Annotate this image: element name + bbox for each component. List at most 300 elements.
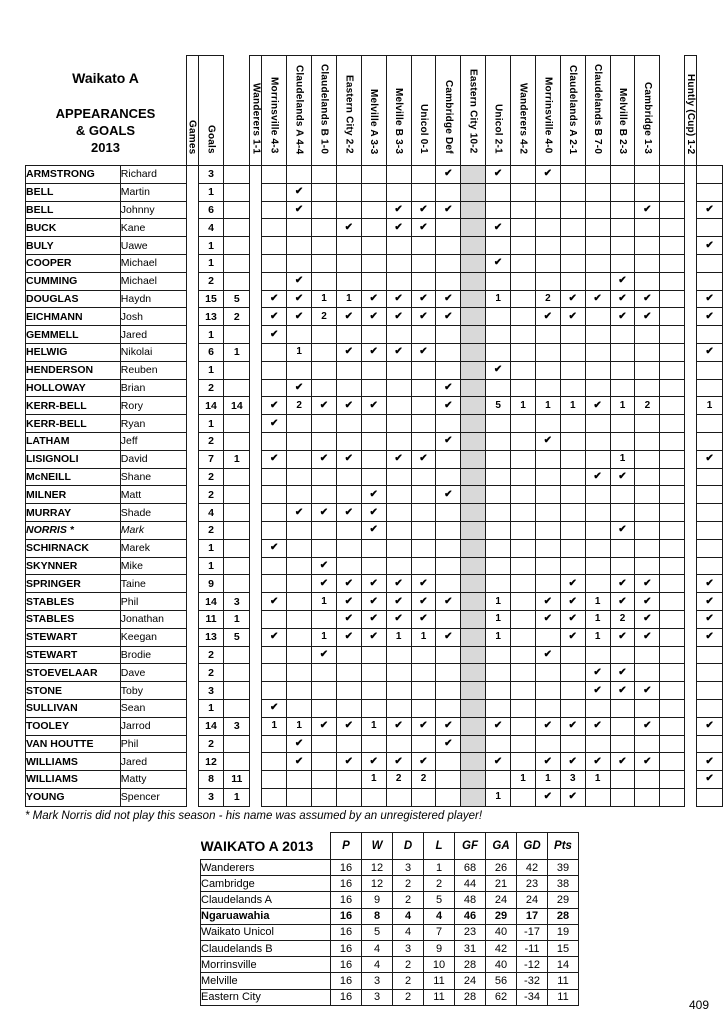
match-column-label: Morrinsville 4-0 xyxy=(542,77,554,154)
match-mark-cell xyxy=(585,415,610,433)
match-mark-cell xyxy=(635,699,660,717)
gap-spacer xyxy=(250,771,262,789)
match-mark-cell xyxy=(361,468,386,486)
player-goals-cell: 5 xyxy=(224,628,250,646)
match-mark-cell xyxy=(361,788,386,806)
match-mark-cell xyxy=(262,735,287,753)
player-row xyxy=(26,254,723,272)
player-games-cell: 1 xyxy=(198,699,224,717)
match-mark-cell xyxy=(610,237,635,255)
match-mark-cell xyxy=(535,254,560,272)
league-value-cell: 2 xyxy=(393,957,424,973)
match-mark-cell xyxy=(511,237,536,255)
match-mark-cell xyxy=(287,254,312,272)
cup-mark-cell xyxy=(697,183,723,201)
gap-spacer xyxy=(685,450,697,468)
match-mark-cell xyxy=(635,486,660,504)
match-mark-cell xyxy=(486,521,511,539)
cup-mark-cell: ✔ xyxy=(697,717,723,735)
match-mark-cell xyxy=(436,272,461,290)
gap-spacer xyxy=(685,379,697,397)
player-surname-cell: STONE xyxy=(26,682,121,700)
match-mark-cell xyxy=(436,504,461,522)
match-mark-cell xyxy=(585,201,610,219)
match-mark-cell xyxy=(585,343,610,361)
match-mark-cell: ✔ xyxy=(262,699,287,717)
match-mark-cell xyxy=(436,575,461,593)
match-mark-cell xyxy=(436,343,461,361)
match-mark-cell xyxy=(585,735,610,753)
league-value-cell: -17 xyxy=(517,924,548,940)
cup-mark-cell xyxy=(697,521,723,539)
stat-column-label: Games xyxy=(186,119,198,154)
match-mark-cell xyxy=(486,183,511,201)
match-mark-cell xyxy=(287,593,312,611)
match-mark-cell xyxy=(660,593,685,611)
player-games-cell: 1 xyxy=(198,557,224,575)
league-value-cell: 15 xyxy=(548,940,579,956)
match-mark-cell xyxy=(386,166,411,184)
match-mark-cell xyxy=(262,486,287,504)
match-mark-cell: 1 xyxy=(361,717,386,735)
match-mark-cell xyxy=(660,237,685,255)
match-mark-cell xyxy=(361,326,386,344)
player-row xyxy=(26,593,723,611)
league-team-cell: Wanderers xyxy=(201,860,331,876)
gap-spacer xyxy=(685,183,697,201)
player-goals-cell xyxy=(224,183,250,201)
league-column-header: Pts xyxy=(548,833,579,860)
player-games-cell: 2 xyxy=(198,486,224,504)
cup-mark-cell xyxy=(697,788,723,806)
gap-spacer xyxy=(250,219,262,237)
player-row xyxy=(26,628,723,646)
match-mark-cell xyxy=(535,504,560,522)
match-mark-cell: 1 xyxy=(486,628,511,646)
match-mark-cell xyxy=(511,557,536,575)
gap-spacer xyxy=(250,521,262,539)
league-value-cell: 38 xyxy=(548,876,579,892)
match-mark-cell: ✔ xyxy=(436,735,461,753)
cup-mark-cell: ✔ xyxy=(697,290,723,308)
match-mark-cell xyxy=(535,343,560,361)
match-mark-cell xyxy=(411,397,436,415)
match-mark-cell xyxy=(287,361,312,379)
match-mark-cell xyxy=(660,361,685,379)
match-mark-cell: 1 xyxy=(511,771,536,789)
gap-spacer xyxy=(250,628,262,646)
league-value-cell: 4 xyxy=(362,957,393,973)
match-mark-cell xyxy=(486,379,511,397)
match-mark-cell: ✔ xyxy=(635,610,660,628)
player-goals-cell xyxy=(224,575,250,593)
match-column-label: Unicol 2-1 xyxy=(492,104,504,154)
match-mark-cell: ✔ xyxy=(386,219,411,237)
match-mark-cell xyxy=(361,166,386,184)
player-goals-cell xyxy=(224,201,250,219)
player-firstname-cell: Jonathan xyxy=(120,610,186,628)
player-games-cell: 4 xyxy=(198,219,224,237)
stat-column-label: Goals xyxy=(205,125,217,154)
match-mark-cell xyxy=(436,753,461,771)
match-mark-cell: ✔ xyxy=(312,397,337,415)
gap-spacer xyxy=(685,254,697,272)
player-games-cell: 12 xyxy=(198,753,224,771)
match-mark-cell xyxy=(660,415,685,433)
player-games-cell: 13 xyxy=(198,308,224,326)
match-mark-cell xyxy=(411,557,436,575)
league-team-cell: Cambridge xyxy=(201,876,331,892)
match-mark-cell xyxy=(386,379,411,397)
cup-mark-cell: ✔ xyxy=(697,610,723,628)
match-mark-cell xyxy=(312,254,337,272)
match-mark-cell xyxy=(660,735,685,753)
match-mark-cell xyxy=(560,183,585,201)
match-mark-cell xyxy=(660,326,685,344)
match-mark-cell xyxy=(262,272,287,290)
player-firstname-cell: Rory xyxy=(120,397,186,415)
match-mark-cell: 1 xyxy=(535,397,560,415)
match-mark-cell xyxy=(585,183,610,201)
match-mark-cell: ✔ xyxy=(312,717,337,735)
match-mark-cell xyxy=(312,272,337,290)
league-value-cell: 2 xyxy=(393,876,424,892)
match-mark-cell xyxy=(535,361,560,379)
match-mark-cell: 1 xyxy=(312,593,337,611)
match-mark-cell: ✔ xyxy=(361,397,386,415)
player-goals-cell xyxy=(224,237,250,255)
match-mark-cell xyxy=(660,699,685,717)
match-mark-cell xyxy=(411,468,436,486)
defaulted-match-cell xyxy=(461,290,486,308)
match-mark-cell: 1 xyxy=(486,610,511,628)
match-mark-cell xyxy=(312,326,337,344)
match-mark-cell xyxy=(511,521,536,539)
match-mark-cell xyxy=(486,646,511,664)
match-mark-cell: ✔ xyxy=(610,664,635,682)
player-goals-cell xyxy=(224,272,250,290)
match-mark-cell: ✔ xyxy=(610,272,635,290)
player-row xyxy=(26,539,723,557)
match-mark-cell: 1 xyxy=(560,397,585,415)
match-mark-cell xyxy=(336,183,361,201)
gap-spacer xyxy=(250,397,262,415)
player-games-cell: 1 xyxy=(198,326,224,344)
match-mark-cell xyxy=(411,682,436,700)
player-row xyxy=(26,753,723,771)
match-mark-cell: ✔ xyxy=(262,628,287,646)
match-mark-cell xyxy=(635,788,660,806)
gap-spacer xyxy=(685,326,697,344)
player-surname-cell: STEWART xyxy=(26,628,121,646)
gap-spacer xyxy=(685,361,697,379)
gap-spacer xyxy=(250,735,262,753)
player-goals-cell xyxy=(224,326,250,344)
match-mark-cell: ✔ xyxy=(635,593,660,611)
match-mark-cell xyxy=(436,415,461,433)
match-mark-cell xyxy=(336,521,361,539)
match-mark-cell xyxy=(336,432,361,450)
player-games-cell: 6 xyxy=(198,201,224,219)
match-mark-cell xyxy=(262,575,287,593)
match-mark-cell xyxy=(560,486,585,504)
match-mark-cell: ✔ xyxy=(336,610,361,628)
match-mark-cell: ✔ xyxy=(585,753,610,771)
match-mark-cell xyxy=(312,201,337,219)
match-column-header xyxy=(287,56,312,166)
match-mark-cell: ✔ xyxy=(287,379,312,397)
match-mark-cell xyxy=(635,343,660,361)
player-row xyxy=(26,735,723,753)
match-mark-cell xyxy=(610,166,635,184)
match-mark-cell xyxy=(386,557,411,575)
match-mark-cell: ✔ xyxy=(361,308,386,326)
gap-spacer xyxy=(250,646,262,664)
player-goals-cell xyxy=(224,379,250,397)
match-mark-cell xyxy=(386,272,411,290)
match-mark-cell: ✔ xyxy=(411,201,436,219)
match-mark-cell xyxy=(660,201,685,219)
cup-mark-cell: ✔ xyxy=(697,771,723,789)
match-mark-cell: 1 xyxy=(486,593,511,611)
match-mark-cell xyxy=(635,432,660,450)
match-mark-cell xyxy=(660,379,685,397)
defaulted-match-cell xyxy=(461,557,486,575)
match-mark-cell xyxy=(436,254,461,272)
match-mark-cell xyxy=(660,183,685,201)
player-row xyxy=(26,201,723,219)
player-row xyxy=(26,272,723,290)
match-mark-cell xyxy=(411,183,436,201)
match-mark-cell xyxy=(336,557,361,575)
league-team-row xyxy=(201,892,579,908)
league-value-cell: 39 xyxy=(548,860,579,876)
match-mark-cell xyxy=(511,788,536,806)
match-mark-cell xyxy=(287,682,312,700)
player-row xyxy=(26,788,723,806)
league-value-cell: 28 xyxy=(455,957,486,973)
match-mark-cell xyxy=(560,415,585,433)
match-mark-cell xyxy=(535,379,560,397)
player-row xyxy=(26,343,723,361)
gap-spacer xyxy=(186,504,198,522)
match-mark-cell: ✔ xyxy=(436,717,461,735)
defaulted-match-cell xyxy=(461,593,486,611)
player-surname-cell: SULLIVAN xyxy=(26,699,121,717)
match-mark-cell xyxy=(535,219,560,237)
cup-mark-cell xyxy=(697,682,723,700)
match-mark-cell xyxy=(312,361,337,379)
league-team-cell: Claudelands B xyxy=(201,940,331,956)
gap-spacer xyxy=(186,450,198,468)
cup-column-header xyxy=(685,56,697,166)
match-mark-cell xyxy=(560,646,585,664)
match-mark-cell: ✔ xyxy=(535,646,560,664)
match-mark-cell xyxy=(436,183,461,201)
team-title: Waikato A xyxy=(72,70,139,86)
match-mark-cell xyxy=(436,219,461,237)
match-mark-cell: ✔ xyxy=(585,682,610,700)
defaulted-match-cell xyxy=(461,343,486,361)
match-mark-cell xyxy=(585,486,610,504)
gap-spacer xyxy=(685,415,697,433)
match-mark-cell xyxy=(560,219,585,237)
match-mark-cell xyxy=(610,646,635,664)
match-mark-cell xyxy=(535,664,560,682)
match-mark-cell xyxy=(386,682,411,700)
player-surname-cell: WILLIAMS xyxy=(26,753,121,771)
match-mark-cell xyxy=(635,183,660,201)
gap-spacer xyxy=(685,201,697,219)
match-mark-cell xyxy=(287,788,312,806)
player-games-cell: 1 xyxy=(198,539,224,557)
match-mark-cell xyxy=(262,753,287,771)
match-mark-cell xyxy=(511,432,536,450)
league-value-cell: 31 xyxy=(455,940,486,956)
match-column-label: Melville B 3-3 xyxy=(393,87,405,154)
league-value-cell: 4 xyxy=(362,940,393,956)
gap-spacer xyxy=(186,254,198,272)
gap-spacer xyxy=(250,254,262,272)
match-mark-cell xyxy=(361,450,386,468)
match-mark-cell xyxy=(511,201,536,219)
match-mark-cell xyxy=(386,539,411,557)
player-goals-cell: 1 xyxy=(224,450,250,468)
match-mark-cell xyxy=(535,468,560,486)
gap-spacer xyxy=(250,237,262,255)
match-mark-cell xyxy=(411,272,436,290)
match-mark-cell xyxy=(585,432,610,450)
match-column-header xyxy=(610,56,635,166)
match-mark-cell xyxy=(660,610,685,628)
gap-spacer xyxy=(685,699,697,717)
defaulted-match-cell xyxy=(461,468,486,486)
league-value-cell: -11 xyxy=(517,940,548,956)
match-mark-cell: ✔ xyxy=(535,788,560,806)
match-mark-cell xyxy=(635,450,660,468)
match-mark-cell xyxy=(262,557,287,575)
match-mark-cell: ✔ xyxy=(436,308,461,326)
player-firstname-cell: Shade xyxy=(120,504,186,522)
match-mark-cell: 2 xyxy=(635,397,660,415)
match-mark-cell xyxy=(660,682,685,700)
match-mark-cell xyxy=(262,788,287,806)
match-mark-cell xyxy=(660,557,685,575)
match-mark-cell xyxy=(361,219,386,237)
match-mark-cell: ✔ xyxy=(535,717,560,735)
defaulted-match-cell xyxy=(461,166,486,184)
match-mark-cell xyxy=(635,557,660,575)
gap-spacer xyxy=(250,664,262,682)
match-mark-cell xyxy=(635,771,660,789)
match-column-label: Cambridge 1-3 xyxy=(641,81,653,154)
match-column-header xyxy=(461,56,486,166)
player-row xyxy=(26,521,723,539)
match-mark-cell xyxy=(386,504,411,522)
match-mark-cell xyxy=(287,450,312,468)
match-mark-cell: 2 xyxy=(411,771,436,789)
match-mark-cell: ✔ xyxy=(585,468,610,486)
gap-spacer xyxy=(186,468,198,486)
player-goals-cell xyxy=(224,486,250,504)
defaulted-match-cell xyxy=(461,735,486,753)
league-value-cell: -32 xyxy=(517,973,548,989)
gap-spacer xyxy=(186,699,198,717)
match-mark-cell xyxy=(287,610,312,628)
league-value-cell: 14 xyxy=(548,957,579,973)
match-mark-cell xyxy=(386,415,411,433)
match-mark-cell xyxy=(635,272,660,290)
match-mark-cell: ✔ xyxy=(336,504,361,522)
player-surname-cell: McNEILL xyxy=(26,468,121,486)
gap-spacer xyxy=(685,575,697,593)
league-value-cell: 26 xyxy=(486,860,517,876)
gap-spacer xyxy=(685,788,697,806)
match-mark-cell xyxy=(436,557,461,575)
match-mark-cell xyxy=(560,343,585,361)
defaulted-match-cell xyxy=(461,717,486,735)
match-mark-cell xyxy=(312,486,337,504)
match-mark-cell xyxy=(486,557,511,575)
match-mark-cell xyxy=(262,343,287,361)
gap-spacer xyxy=(685,468,697,486)
defaulted-match-cell xyxy=(461,682,486,700)
player-firstname-cell: Matt xyxy=(120,486,186,504)
league-value-cell: 5 xyxy=(362,924,393,940)
match-mark-cell xyxy=(287,771,312,789)
cup-mark-cell xyxy=(697,379,723,397)
league-value-cell: 40 xyxy=(486,924,517,940)
match-mark-cell xyxy=(660,628,685,646)
match-mark-cell xyxy=(386,397,411,415)
league-team-row xyxy=(201,957,579,973)
match-mark-cell xyxy=(312,664,337,682)
match-mark-cell xyxy=(511,682,536,700)
defaulted-match-cell xyxy=(461,521,486,539)
league-team-cell: Waikato Unicol xyxy=(201,924,331,940)
league-header-row xyxy=(201,833,579,860)
match-mark-cell xyxy=(411,361,436,379)
player-games-cell: 1 xyxy=(198,237,224,255)
player-goals-cell xyxy=(224,361,250,379)
gap-spacer xyxy=(186,557,198,575)
defaulted-match-cell xyxy=(461,575,486,593)
defaulted-match-cell xyxy=(461,771,486,789)
match-mark-cell xyxy=(312,521,337,539)
match-mark-cell xyxy=(660,219,685,237)
gap-spacer xyxy=(685,397,697,415)
cup-mark-cell xyxy=(697,468,723,486)
match-mark-cell xyxy=(560,539,585,557)
match-mark-cell: ✔ xyxy=(436,290,461,308)
player-surname-cell: COOPER xyxy=(26,254,121,272)
gap-spacer xyxy=(224,56,250,166)
player-surname-cell: GEMMELL xyxy=(26,326,121,344)
league-column-header: GF xyxy=(455,833,486,860)
league-value-cell: 2 xyxy=(393,989,424,1005)
match-mark-cell: ✔ xyxy=(585,664,610,682)
player-games-cell: 15 xyxy=(198,290,224,308)
gap-spacer xyxy=(685,753,697,771)
player-firstname-cell: Jarrod xyxy=(120,717,186,735)
league-value-cell: 7 xyxy=(424,924,455,940)
player-surname-cell: HENDERSON xyxy=(26,361,121,379)
match-mark-cell xyxy=(535,237,560,255)
match-mark-cell xyxy=(635,646,660,664)
match-mark-cell xyxy=(635,219,660,237)
player-row xyxy=(26,468,723,486)
league-value-cell: 16 xyxy=(331,876,362,892)
